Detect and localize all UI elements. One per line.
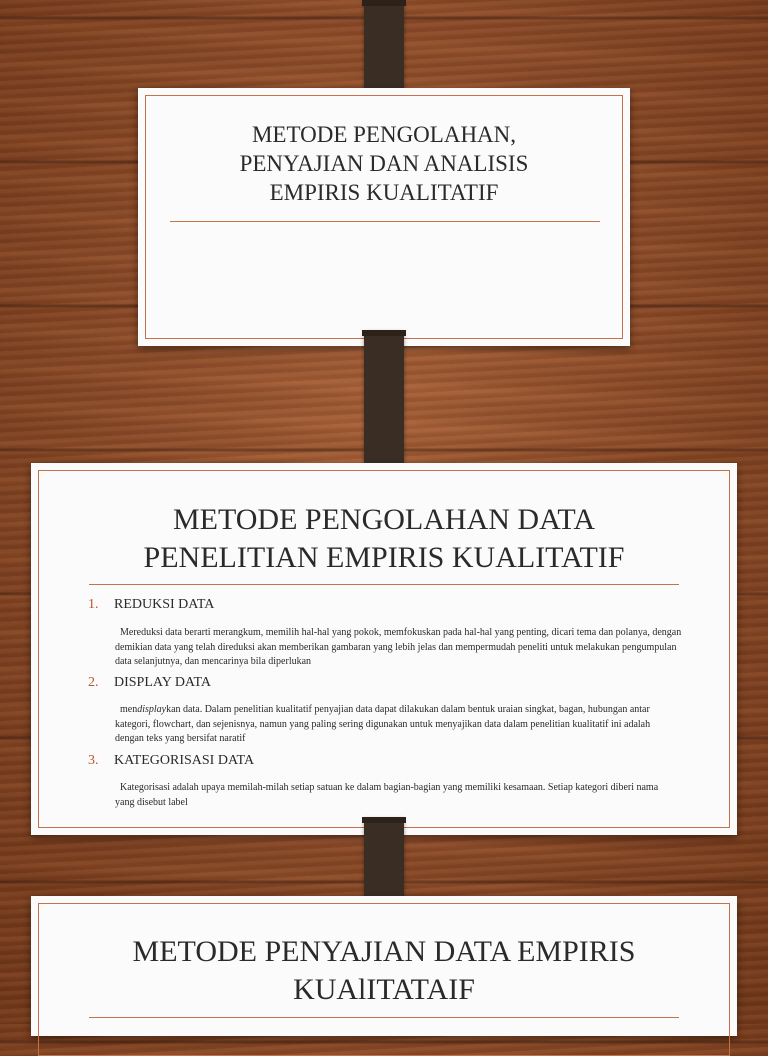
list-item-body [115, 703, 675, 747]
title-underline [89, 1017, 679, 1018]
slide-1-title [138, 120, 630, 207]
title-line: METODE PENGOLAHAN DATA [172, 503, 596, 536]
list-item-body [115, 781, 680, 810]
slide-2-title [31, 501, 737, 577]
list-number: 1. [88, 597, 99, 612]
list-item-heading [88, 675, 211, 691]
title-line: KUAlITATAIF [293, 973, 475, 1006]
slide-card-1[interactable] [138, 88, 630, 346]
slide-3-title [31, 933, 737, 1009]
title-line: METODE PENGOLAHAN, [251, 122, 517, 147]
middle-strap-1 [364, 330, 404, 480]
body-text-rest: kan data. Dalam penelitian kualitatif penyajian data dapat dilakukan dalam bentuk uraian singkat, bagan, hubungan antar kategori, flowchart, dan sejenisnya, namun yang paling sering digunakan untuk menyajikan data dalam penelitian kualitatif ini adalah dengan teks yang bersifat naratif [115, 704, 651, 744]
body-text-prefix: men [120, 704, 138, 715]
slide-card-2[interactable] [31, 463, 737, 835]
list-item-body [115, 626, 690, 670]
list-number: 2. [88, 675, 99, 690]
list-item-heading [88, 753, 254, 769]
list-item-heading [88, 597, 214, 613]
list-number: 3. [88, 753, 99, 768]
body-text: Kategorisasi adalah upaya memilah-milah setiap satuan ke dalam bagian-bagian yang memiliki kesamaan. Setiap kategori diberi nama yang disebut label [115, 782, 659, 808]
list-heading-text: KATEGORISASI DATA [114, 753, 255, 768]
body-text-italic: display [137, 704, 167, 715]
list-heading-text: DISPLAY DATA [114, 675, 212, 690]
title-line: PENELITIAN EMPIRIS KUALITATIF [143, 541, 625, 574]
slide-card-3[interactable] [31, 896, 737, 1036]
title-underline [89, 584, 679, 585]
title-line: EMPIRIS KUALITATIF [269, 180, 499, 205]
title-line: PENYAJIAN DAN ANALISIS [239, 151, 529, 176]
title-line: METODE PENYAJIAN DATA EMPIRIS [132, 935, 636, 968]
title-underline [170, 221, 600, 222]
list-heading-text: REDUKSI DATA [114, 597, 215, 612]
body-text: Mereduksi data berarti merangkum, memilih hal-hal yang pokok, memfokuskan pada hal-hal yang penting, dicari tema dan polanya, dengan demikian data yang telah direduksi akan memberikan gambaran yang lebih jelas dan mempermudah peneliti untuk melakukan pengumpulan data selanjutnya, dan mencarinya bila diperlukan [115, 627, 682, 667]
